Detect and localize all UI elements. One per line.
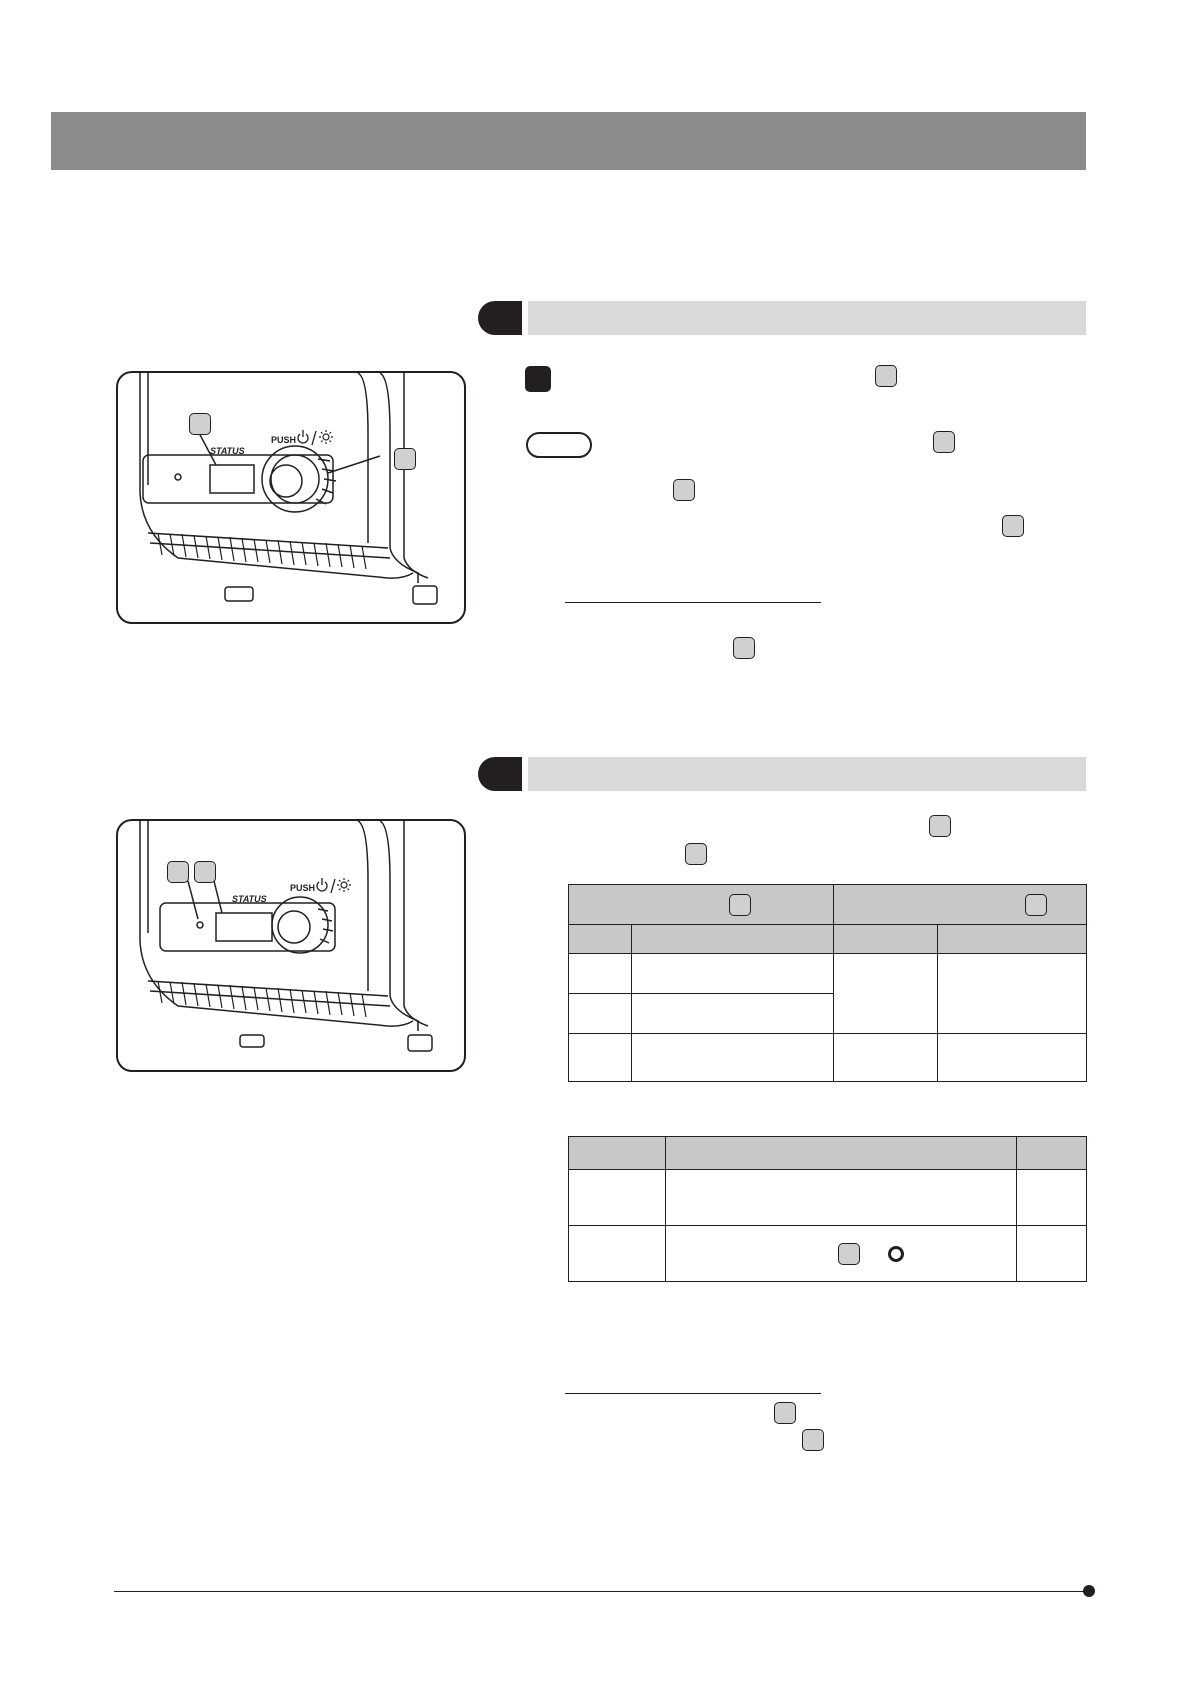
dot-icon — [1083, 1585, 1095, 1597]
table-header-cell — [569, 1137, 666, 1170]
inline-callout — [733, 637, 755, 659]
inline-callout — [802, 1429, 824, 1451]
table-header-cell — [1017, 1137, 1087, 1170]
table-cell — [938, 954, 1087, 1034]
table-cell — [632, 994, 834, 1034]
table-header-cell — [632, 925, 834, 954]
inline-callout — [933, 431, 955, 453]
figure-2-panel — [116, 819, 466, 1072]
table-cell — [569, 954, 632, 994]
section-1-title-bar — [528, 301, 1086, 335]
table-header-cell — [938, 925, 1087, 954]
inline-callout — [729, 894, 751, 916]
power-icon — [298, 430, 308, 443]
table-cell — [1017, 1226, 1087, 1282]
figure-2-illustration — [118, 821, 464, 1070]
table-cell — [632, 1034, 834, 1082]
table-1-header-right — [834, 885, 1087, 925]
power-icon — [317, 878, 327, 891]
inline-callout — [1002, 515, 1024, 537]
inline-callout — [1025, 894, 1047, 916]
table-header-cell — [834, 925, 938, 954]
figure-1-illustration — [118, 373, 464, 622]
table-cell — [938, 1034, 1087, 1082]
table-cell — [569, 1226, 666, 1282]
footer-rule — [114, 1591, 1086, 1592]
sun-icon — [337, 878, 351, 892]
error-code-table — [568, 1136, 1087, 1282]
table-cell — [569, 1034, 632, 1082]
table-cell — [834, 1034, 938, 1082]
inline-callout — [685, 843, 707, 865]
table-cell — [666, 1170, 1017, 1226]
inline-callout — [774, 1402, 796, 1424]
figure-1-push-label: PUSH — [271, 435, 297, 445]
caution-divider — [565, 1393, 821, 1394]
figure-1-callout-display — [189, 413, 211, 435]
ring-icon — [888, 1246, 904, 1262]
inline-callout — [838, 1243, 860, 1265]
indicator-status-table — [568, 884, 1087, 1082]
table-1-header-left — [569, 885, 834, 925]
table-cell — [569, 1170, 666, 1226]
table-cell — [569, 994, 632, 1034]
table-cell — [666, 1226, 1017, 1282]
section-1-number-tab — [478, 301, 522, 335]
sun-icon — [319, 430, 333, 444]
step-number-icon — [525, 366, 551, 392]
inline-callout-knob — [875, 365, 897, 387]
figure-2-callout-display — [194, 861, 216, 883]
note-pill-icon — [526, 432, 592, 458]
table-cell — [834, 954, 938, 1034]
inline-callout — [929, 815, 951, 837]
figure-2-status-label: STATUS — [232, 894, 267, 904]
slash-divider — [312, 431, 316, 445]
inline-callout — [673, 479, 695, 501]
figure-2-callout-indicator — [167, 861, 189, 883]
table-cell — [1017, 1170, 1087, 1226]
figure-1-callout-knob — [394, 448, 416, 470]
header-band — [51, 112, 1086, 170]
figure-2-push-label: PUSH — [290, 883, 316, 893]
figure-1-panel — [116, 371, 466, 624]
table-cell — [632, 954, 834, 994]
section-2-title-bar — [528, 757, 1086, 791]
figure-1-status-label: STATUS — [210, 446, 245, 456]
caution-divider — [565, 602, 821, 603]
table-header-cell — [666, 1137, 1017, 1170]
table-header-cell — [569, 925, 632, 954]
section-2-number-tab — [478, 757, 522, 791]
slash-divider — [331, 879, 335, 893]
